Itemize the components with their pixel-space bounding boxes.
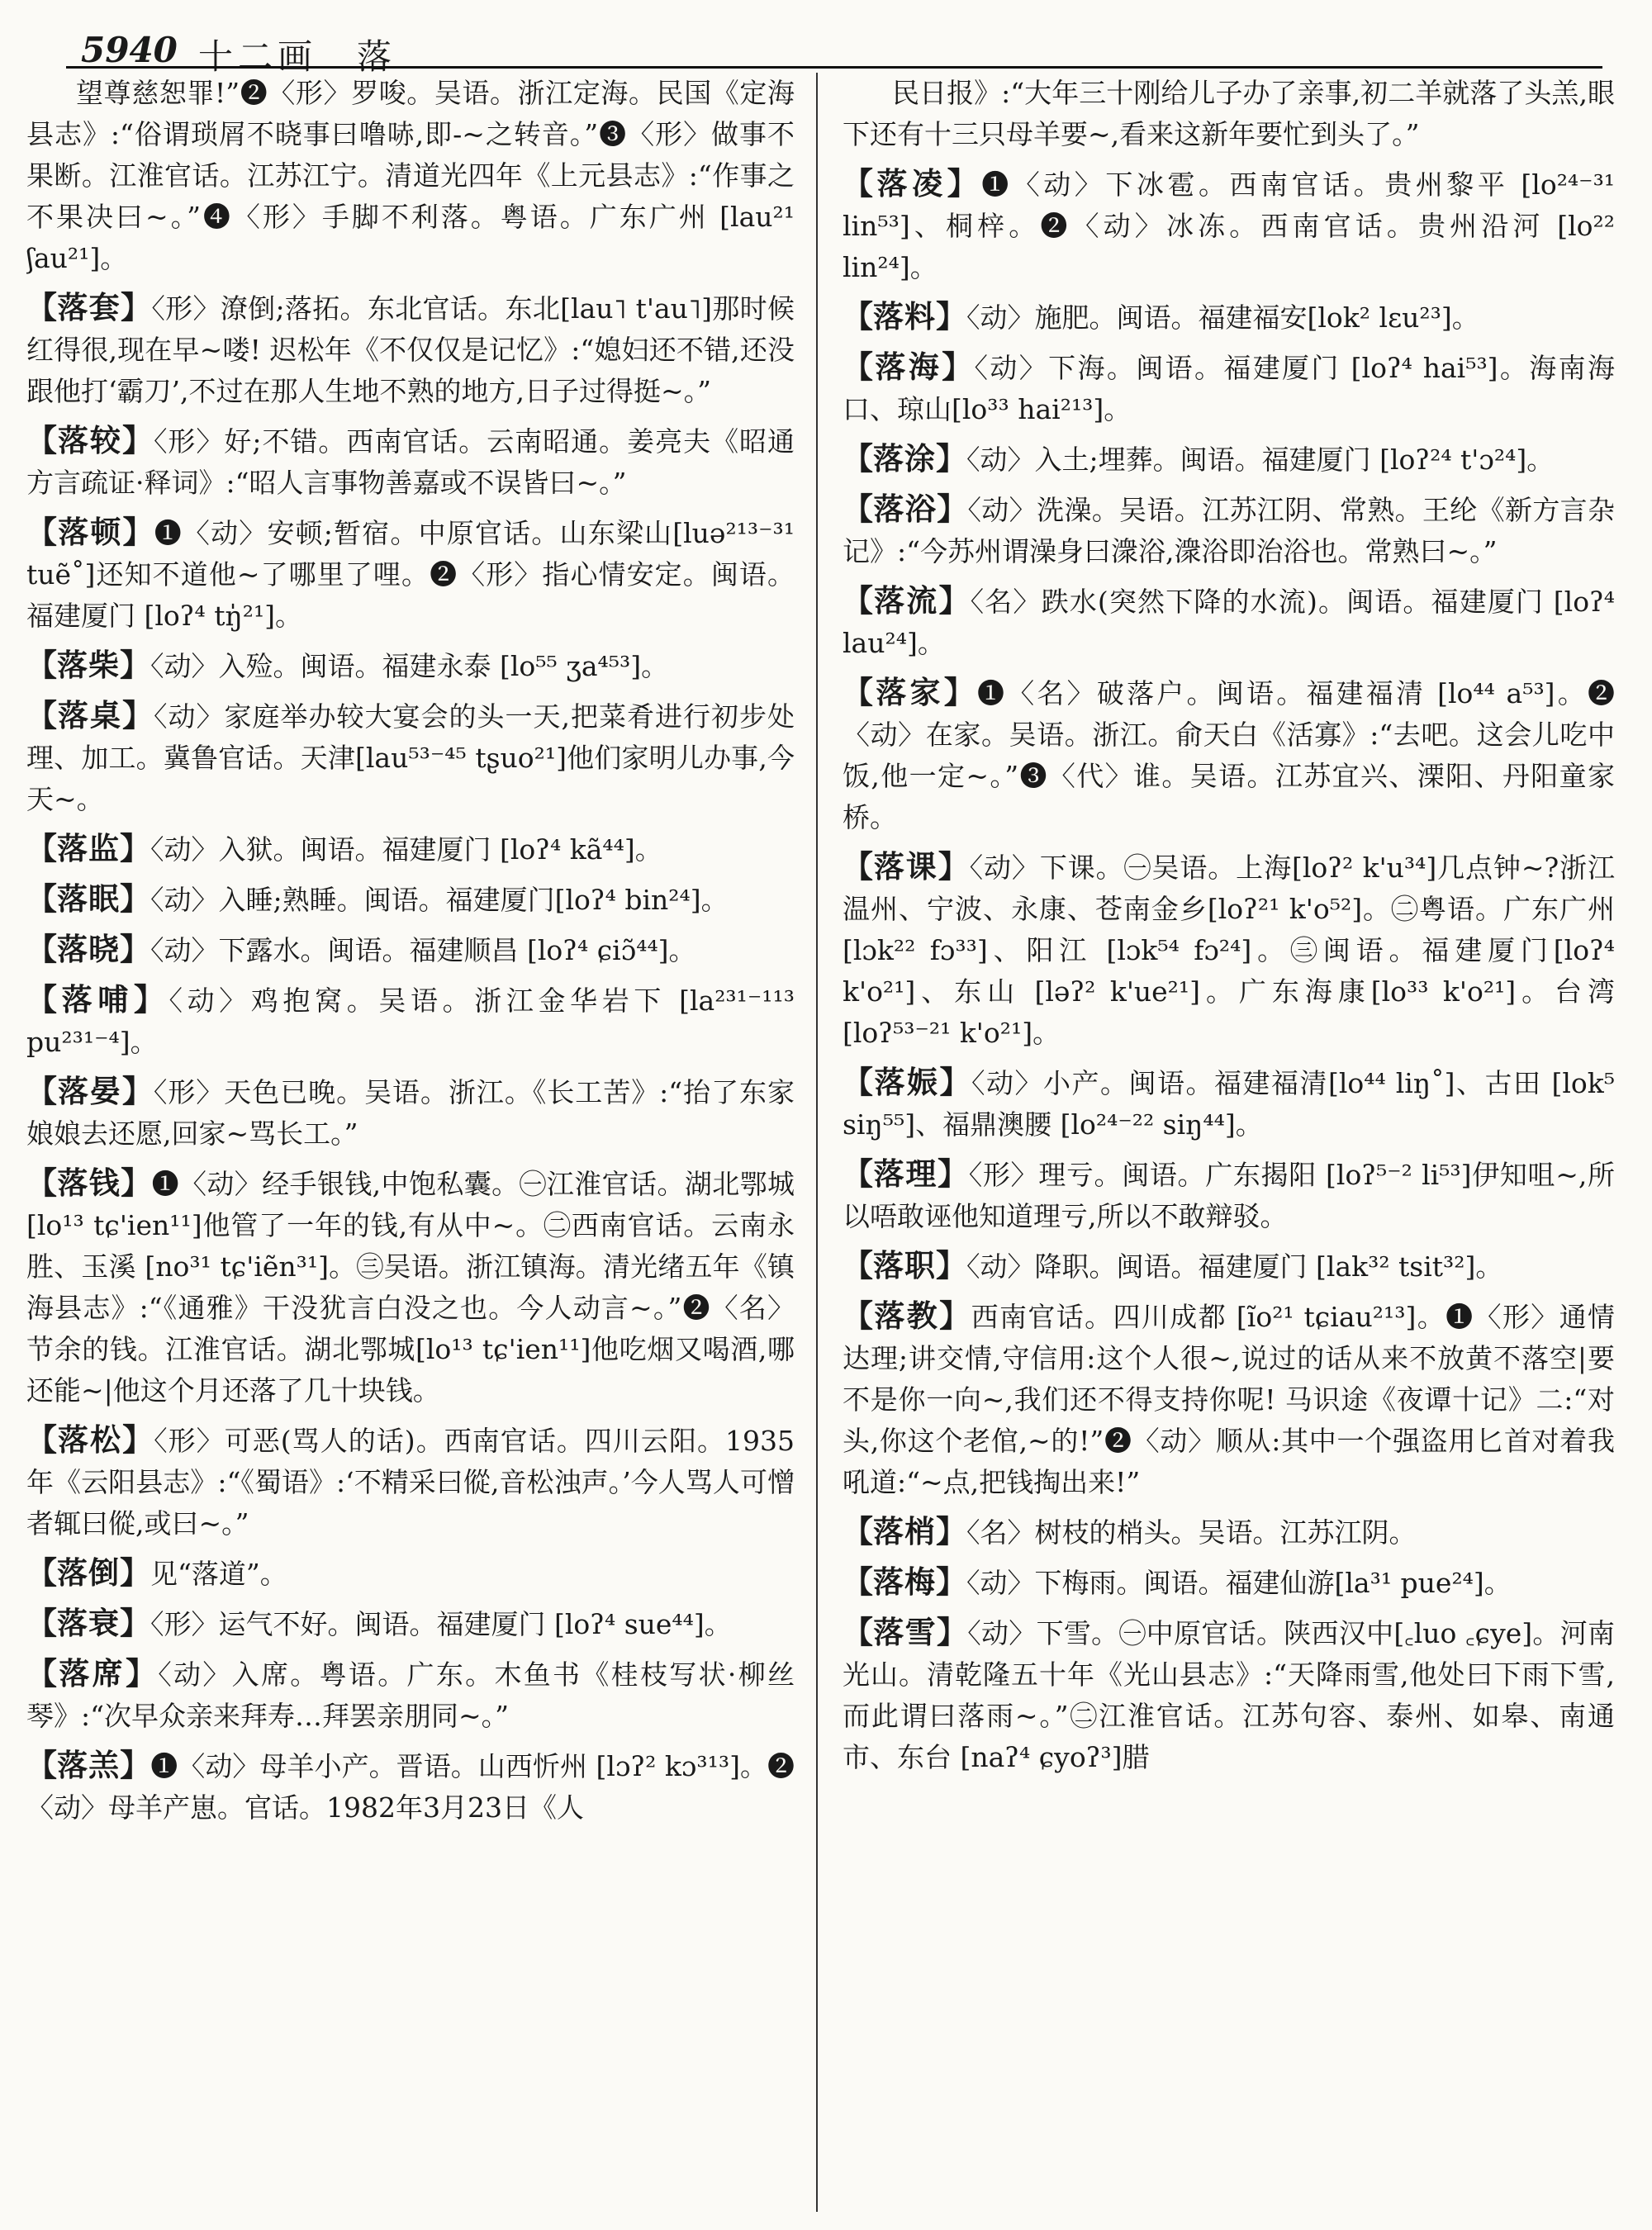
left-entry-list xyxy=(26,287,795,1829)
headword xyxy=(843,849,970,885)
headword-bracket-close: 】 xyxy=(120,290,152,325)
entry-definition: 〈动〉下梅雨。闽语。福建仙游[la³¹ pue²⁴]。 xyxy=(966,1567,1512,1599)
entry-definition: 〈动〉降职。闽语。福建厦门 [lak³² tsit³²]。 xyxy=(966,1250,1503,1283)
entry-definition: 〈形〉潦倒;落拓。东北官话。东北[lau˥ t'au˥]那时候红得很,现在早~喽! 迟松年《不仅仅是记忆》:“媳妇还不错,还没跟他打‘霸刀’,不过在那人生地不熟的地方,日子过得挺~。” xyxy=(26,292,795,407)
dictionary-entry xyxy=(26,1654,795,1737)
headword-text: 落松 xyxy=(58,1422,123,1458)
dictionary-entry xyxy=(843,164,1615,288)
headword xyxy=(26,698,154,733)
headword-bracket-open: 【 xyxy=(26,515,59,550)
headword xyxy=(26,1555,150,1591)
entry-definition: 〈动〉洗澡。吴语。江苏江阴、常熟。王纶《新方言杂记》:“今苏州谓澡身曰潨浴,潨浴即治浴也。常熟曰~。” xyxy=(843,494,1615,567)
headword-bracket-open: 【 xyxy=(843,583,875,619)
dictionary-entry xyxy=(843,1562,1615,1604)
headword xyxy=(26,290,151,325)
headword xyxy=(26,982,169,1018)
headword-text: 落凌 xyxy=(876,166,947,202)
headword xyxy=(26,932,150,967)
headword-bracket-close: 】 xyxy=(938,583,971,619)
headword-bracket-close: 】 xyxy=(120,831,150,866)
dictionary-entry xyxy=(26,1071,795,1155)
entry-definition: 〈动〉入土;埋葬。闽语。福建厦门 [loʔ²⁴ t'ɔ²⁴]。 xyxy=(966,444,1555,476)
headword xyxy=(26,1606,150,1641)
headword xyxy=(843,1514,966,1549)
headword xyxy=(26,515,154,550)
headword-bracket-open: 【 xyxy=(843,491,874,527)
dictionary-entry xyxy=(26,929,795,971)
dictionary-entry xyxy=(843,439,1615,481)
headword-bracket-close: 】 xyxy=(121,1074,154,1109)
headword-bracket-close: 】 xyxy=(936,1564,966,1600)
headword-bracket-open: 【 xyxy=(26,1074,58,1109)
column-divider xyxy=(816,73,818,2212)
headword-bracket-close: 】 xyxy=(936,299,966,334)
headword-bracket-close: 】 xyxy=(936,441,966,477)
entry-definition: ❶〈动〉经手银钱,中饱私囊。㊀江淮官话。湖北鄂城[lo¹³ tɕ'ien¹¹]他管了一年的钱,有从中~。㊁西南官话。云南永胜、玉溪 [no³¹ tɕ'iẽn³¹]。㊂吴语。浙江镇海。清光绪五年《镇海县志》:“《通雅》干没犹言白没之也。今人动言~。”❷〈名〉节余的钱。江淮官话。湖北鄂城[lo¹³ tɕ'ien¹¹]他吃烟又喝酒,哪还能~|他这个月还落了几十块钱。 xyxy=(26,1168,795,1407)
headword-text: 落职 xyxy=(873,1248,936,1283)
dictionary-entry xyxy=(843,847,1615,1054)
headword-bracket-open: 【 xyxy=(26,1606,57,1641)
headword-bracket-close: 】 xyxy=(938,1156,969,1192)
dictionary-entry xyxy=(843,1062,1615,1146)
headword-text: 落哺 xyxy=(61,982,134,1018)
headword-bracket-open: 【 xyxy=(26,290,58,325)
dictionary-entry xyxy=(843,1154,1615,1237)
headword xyxy=(26,831,150,866)
headword-text: 落教 xyxy=(874,1298,940,1334)
entry-definition: ❶〈名〉破落户。闽语。福建福清 [lo⁴⁴ a⁵³]。❷〈动〉在家。吴语。浙江。俞天白《活寡》:“去吧。这会儿吃中饭,他一定~。”❸〈代〉谁。吴语。江苏宜兴、溧阳、丹阳童家桥。 xyxy=(843,677,1615,833)
entry-definition: 〈动〉下课。㊀吴语。上海[loʔ² k'u³⁴]几点钟~?浙江温州、宁波、永康、苍南金乡[loʔ²¹ k'o⁵²]。㊁粤语。广东广州[lɔk²² fɔ³³]、阳江 [lɔk⁵⁴ fɔ²⁴]。㊂闽语。福建厦门[loʔ⁴ k'o²¹]、东山 [ləʔ² k'ue²¹]。广东海康[lo³³ k'o²¹]。台湾[loʔ⁵³⁻²¹ k'o²¹]。 xyxy=(843,852,1615,1049)
entry-definition: ❶〈动〉母羊小产。晋语。山西忻州 [lɔʔ² kɔ³¹³]。❷〈动〉母羊产崽。官话。1982年3月23日《人 xyxy=(26,1750,795,1824)
headword xyxy=(843,166,981,202)
headword-bracket-open: 【 xyxy=(843,849,874,885)
headword-bracket-open: 【 xyxy=(843,299,873,334)
dictionary-entry xyxy=(843,1612,1615,1778)
headword-text: 落倒 xyxy=(57,1555,120,1591)
headword-text: 落晓 xyxy=(57,932,120,967)
dictionary-entry xyxy=(843,581,1615,664)
entry-definition: 〈形〉运气不好。闽语。福建厦门 [loʔ⁴ sue⁴⁴]。 xyxy=(150,1608,732,1640)
headword-bracket-close: 】 xyxy=(120,1748,151,1783)
headword-bracket-open: 【 xyxy=(26,1165,58,1201)
entry-definition: 〈形〉可恶(骂人的话)。西南官话。四川云阳。1935年《云阳县志》:“《蜀语》:‘不精采曰傱,音松浊声。’今人骂人可憎者辄曰傱,或曰~。” xyxy=(26,1425,795,1540)
dictionary-entry xyxy=(843,489,1615,572)
headword xyxy=(26,1422,154,1458)
headword xyxy=(26,1074,154,1109)
running-title: 十二画 落 xyxy=(198,36,397,77)
entry-definition: 〈动〉小产。闽语。福建福清[lo⁴⁴ liŋ˚]、古田 [lok⁵ siŋ⁵⁵]、福鼎澳腰 [lo²⁴⁻²² siŋ⁴⁴]。 xyxy=(843,1067,1615,1141)
headword-bracket-open: 【 xyxy=(26,1422,59,1458)
entry-definition: 〈动〉下露水。闽语。福建顺昌 [loʔ⁴ ɕiɔ̃⁴⁴]。 xyxy=(150,934,696,966)
headword-bracket-close: 】 xyxy=(937,491,968,527)
headword-text: 落课 xyxy=(873,849,938,885)
entry-definition: 〈名〉跌水(突然下降的水流)。闽语。福建厦门 [loʔ⁴ lau²⁴]。 xyxy=(843,586,1615,659)
headword-text: 落钱 xyxy=(57,1165,121,1201)
entry-definition: 〈动〉家庭举办较大宴会的头一天,把菜肴进行初步处理、加工。冀鲁官话。天津[lau⁵³⁻⁴⁵ tʂuo²¹]他们家明儿办事,今天~。 xyxy=(26,700,795,815)
dictionary-entry xyxy=(26,980,795,1063)
entry-definition: 〈动〉施肥。闽语。福建福安[lok² lɛu²³]。 xyxy=(966,301,1479,334)
headword-bracket-open: 【 xyxy=(843,1156,874,1192)
headword xyxy=(843,1298,971,1334)
headword xyxy=(843,299,966,334)
dictionary-entry xyxy=(843,347,1615,430)
headword-bracket-open: 【 xyxy=(843,675,876,710)
headword-text: 落套 xyxy=(57,290,121,325)
entry-definition: 〈动〉入狱。闽语。福建厦门 [loʔ⁴ kã⁴⁴]。 xyxy=(150,833,662,866)
headword-bracket-close: 】 xyxy=(947,166,982,202)
headword-bracket-open: 【 xyxy=(26,831,57,866)
headword-text: 落浴 xyxy=(873,491,938,527)
headword-bracket-close: 】 xyxy=(121,423,154,458)
dictionary-entry xyxy=(843,1511,1615,1554)
entry-definition: 〈动〉入殓。闽语。福建永泰 [lo⁵⁵ ʒa⁴⁵³]。 xyxy=(150,650,669,682)
dictionary-entry xyxy=(843,1245,1615,1288)
headword-bracket-close: 】 xyxy=(122,515,154,550)
headword-bracket-open: 【 xyxy=(843,1514,873,1549)
entry-definition: 〈形〉好;不错。西南官话。云南昭通。姜亮夫《昭通方言疏证·释词》:“昭人言事物善嘉或不误皆曰~。” xyxy=(26,425,795,499)
entry-definition: 〈形〉理亏。闽语。广东揭阳 [loʔ⁵⁻² li⁵³]伊知咀~,所以唔敢诬他知道理亏,所以不敢辩驳。 xyxy=(843,1159,1615,1232)
right-column xyxy=(843,73,1615,2220)
headword xyxy=(843,1065,971,1100)
headword xyxy=(843,349,975,385)
headword-bracket-close: 】 xyxy=(121,1165,152,1201)
headword-bracket-close: 】 xyxy=(120,932,150,967)
headword-bracket-close: 】 xyxy=(939,1298,971,1334)
dictionary-entry xyxy=(26,645,795,687)
dictionary-entry xyxy=(843,1296,1615,1503)
headword-text: 落海 xyxy=(875,349,942,385)
headword xyxy=(26,1656,158,1691)
headword-bracket-close: 】 xyxy=(122,1422,154,1458)
headword-text: 落料 xyxy=(873,299,936,334)
dictionary-entry xyxy=(26,420,795,504)
header-rule xyxy=(66,66,1602,69)
headword-bracket-open: 【 xyxy=(843,1564,873,1600)
headword-text: 落娠 xyxy=(874,1065,940,1100)
headword-text: 落桌 xyxy=(58,698,122,733)
headword-bracket-open: 【 xyxy=(26,698,58,733)
dictionary-entry xyxy=(26,287,795,412)
continued-entry: 望尊慈恕罪!”❷〈形〉罗唆。吴语。浙江定海。民国《定海县志》:“俗谓琐屑不晓事曰噜哧,即-~之转音。”❸〈形〉做事不果断。江淮官话。江苏江宁。清道光四年《上元县志》:“作事之不果决曰~。”❹〈形〉手脚不利落。粤语。广东广州 [lau²¹ ʃau²¹]。 xyxy=(26,77,795,274)
entry-definition: 〈动〉入睡;熟睡。闽语。福建厦门[loʔ⁴ bin²⁴]。 xyxy=(150,884,729,916)
headword-bracket-close: 】 xyxy=(120,1606,150,1641)
headword-text: 落监 xyxy=(57,831,120,866)
page-number: 5940 xyxy=(81,30,178,70)
headword-bracket-close: 】 xyxy=(943,675,977,710)
headword-bracket-close: 】 xyxy=(938,849,970,885)
dictionary-entry xyxy=(26,695,795,820)
headword-bracket-open: 【 xyxy=(843,1248,873,1283)
dictionary-entry xyxy=(26,828,795,871)
headword xyxy=(843,441,966,477)
entry-definition: 〈形〉天色已晚。吴语。浙江。《长工苦》:“抬了东家娘娘去还愿,回家~骂长工。” xyxy=(26,1076,795,1150)
entry-definition: 西南官话。四川成都 [ĩo²¹ tɕiau²¹³]。❶〈形〉通情达理;讲交情,守信用:这个人很~,说过的话从来不放黄不落空|要不是你一向~,我们还不得支持你呢! 马识途《夜谭十记》二:“对头,你这个老倌,~的!”❷〈动〉顺从:其中一个强盗用匕首对着我吼道:“~点,把钱掏出来!” xyxy=(843,1301,1615,1498)
headword-bracket-close: 】 xyxy=(120,1555,150,1591)
headword-bracket-close: 】 xyxy=(122,698,154,733)
headword-bracket-open: 【 xyxy=(843,349,876,385)
headword-bracket-close: 】 xyxy=(939,1065,971,1100)
headword-bracket-open: 【 xyxy=(26,1656,59,1691)
headword-bracket-open: 【 xyxy=(843,1615,874,1650)
continued-entry: 民日报》:“大年三十刚给儿子办了亲事,初二羊就落了头羔,眼下还有十三只母羊要~,看来这新年要忙到头了。” xyxy=(843,77,1615,150)
headword-bracket-open: 【 xyxy=(26,1555,57,1591)
headword-bracket-open: 【 xyxy=(26,881,57,917)
right-entry-list xyxy=(843,164,1615,1778)
headword-text: 落晏 xyxy=(57,1074,122,1109)
headword-bracket-open: 【 xyxy=(843,1065,875,1100)
headword-text: 落梅 xyxy=(873,1564,936,1600)
headword xyxy=(843,1564,966,1600)
headword xyxy=(843,491,967,527)
headword-bracket-close: 】 xyxy=(125,1656,159,1691)
headword-bracket-close: 】 xyxy=(120,648,150,683)
headword xyxy=(26,423,154,458)
headword-bracket-open: 【 xyxy=(26,423,58,458)
headword-bracket-close: 】 xyxy=(936,1248,966,1283)
headword-bracket-open: 【 xyxy=(26,982,62,1018)
entry-definition: ❶〈动〉下冰雹。西南官话。贵州黎平 [lo²⁴⁻³¹ lin⁵³]、桐梓。❷〈动〉冰冻。西南官话。贵州沿河 [lo²² lin²⁴]。 xyxy=(843,168,1615,283)
headword-bracket-open: 【 xyxy=(843,441,873,477)
headword-bracket-open: 【 xyxy=(843,1298,875,1334)
dictionary-entry xyxy=(26,1420,795,1544)
headword-text: 落羔 xyxy=(57,1748,121,1783)
dictionary-entry xyxy=(26,512,795,637)
headword-text: 落眠 xyxy=(57,881,120,917)
dictionary-entry xyxy=(26,1603,795,1645)
headword-text: 落席 xyxy=(59,1656,126,1691)
headword xyxy=(843,1615,967,1650)
headword xyxy=(26,881,150,917)
headword-bracket-close: 】 xyxy=(133,982,169,1018)
headword xyxy=(26,648,150,683)
entry-definition: ❶〈动〉安顿;暂宿。中原官话。山东梁山[luə²¹³⁻³¹ tuẽ˚]还知不道他~了哪里了哩。❷〈形〉指心情安定。闽语。福建厦门 [loʔ⁴ tŋ̍²¹]。 xyxy=(26,517,795,632)
entry-definition: 〈名〉树枝的梢头。吴语。江苏江阴。 xyxy=(966,1516,1417,1549)
left-column xyxy=(26,73,795,2220)
headword-text: 落顿 xyxy=(58,515,123,550)
entry-definition: 〈动〉下海。闽语。福建厦门 [loʔ⁴ hai⁵³]。海南海口、琼山[lo³³ hai²¹³]。 xyxy=(843,352,1615,425)
dictionary-entry xyxy=(26,1163,795,1412)
headword-bracket-close: 】 xyxy=(942,349,975,385)
headword-bracket-close: 】 xyxy=(120,881,150,917)
headword xyxy=(843,1248,966,1283)
entry-definition: 见“落道”。 xyxy=(150,1558,287,1590)
headword xyxy=(843,1156,969,1192)
headword xyxy=(26,1748,150,1783)
headword-text: 落衰 xyxy=(57,1606,120,1641)
headword-bracket-open: 【 xyxy=(26,648,57,683)
entry-definition: 〈动〉鸡抱窝。吴语。浙江金华岩下 [la²³¹⁻¹¹³ pu²³¹⁻⁴]。 xyxy=(26,985,795,1058)
dictionary-entry xyxy=(26,1553,795,1595)
dictionary-entry xyxy=(843,297,1615,339)
page-header xyxy=(66,17,1602,81)
headword-text: 落理 xyxy=(873,1156,938,1192)
headword xyxy=(26,1165,152,1201)
headword-bracket-open: 【 xyxy=(26,1748,58,1783)
headword-text: 落流 xyxy=(874,583,939,619)
headword-text: 落柴 xyxy=(57,648,120,683)
headword-bracket-open: 【 xyxy=(26,932,57,967)
headword-bracket-close: 】 xyxy=(936,1615,968,1650)
headword xyxy=(843,675,977,710)
dictionary-entry xyxy=(843,672,1615,838)
headword-text: 落涂 xyxy=(873,441,936,477)
headword-text: 落较 xyxy=(57,423,122,458)
entry-definition: 〈动〉下雪。㊀中原官话。陕西汉中[꜀luo ꜀ɕye]。河南光山。清乾隆五十年《光山县志》:“天降雨雪,他处曰下雨下雪,而此谓曰落雨~。”㊁江淮官话。江苏句容、泰州、如皋、南通市、东台 [naʔ⁴ ɕyoʔ³]腊 xyxy=(843,1617,1615,1773)
headword-bracket-close: 】 xyxy=(936,1514,966,1549)
dictionary-entry xyxy=(26,879,795,921)
headword-text: 落梢 xyxy=(873,1514,936,1549)
headword-text: 落家 xyxy=(876,675,944,710)
headword-bracket-open: 【 xyxy=(843,166,877,202)
entry-definition: 〈动〉入席。粤语。广东。木鱼书《桂枝写状·柳丝琴》:“次早众亲来拜寿…拜罢亲朋同~。” xyxy=(26,1658,795,1732)
headword xyxy=(843,583,971,619)
headword-text: 落雪 xyxy=(873,1615,937,1650)
dictionary-entry xyxy=(26,1745,795,1829)
